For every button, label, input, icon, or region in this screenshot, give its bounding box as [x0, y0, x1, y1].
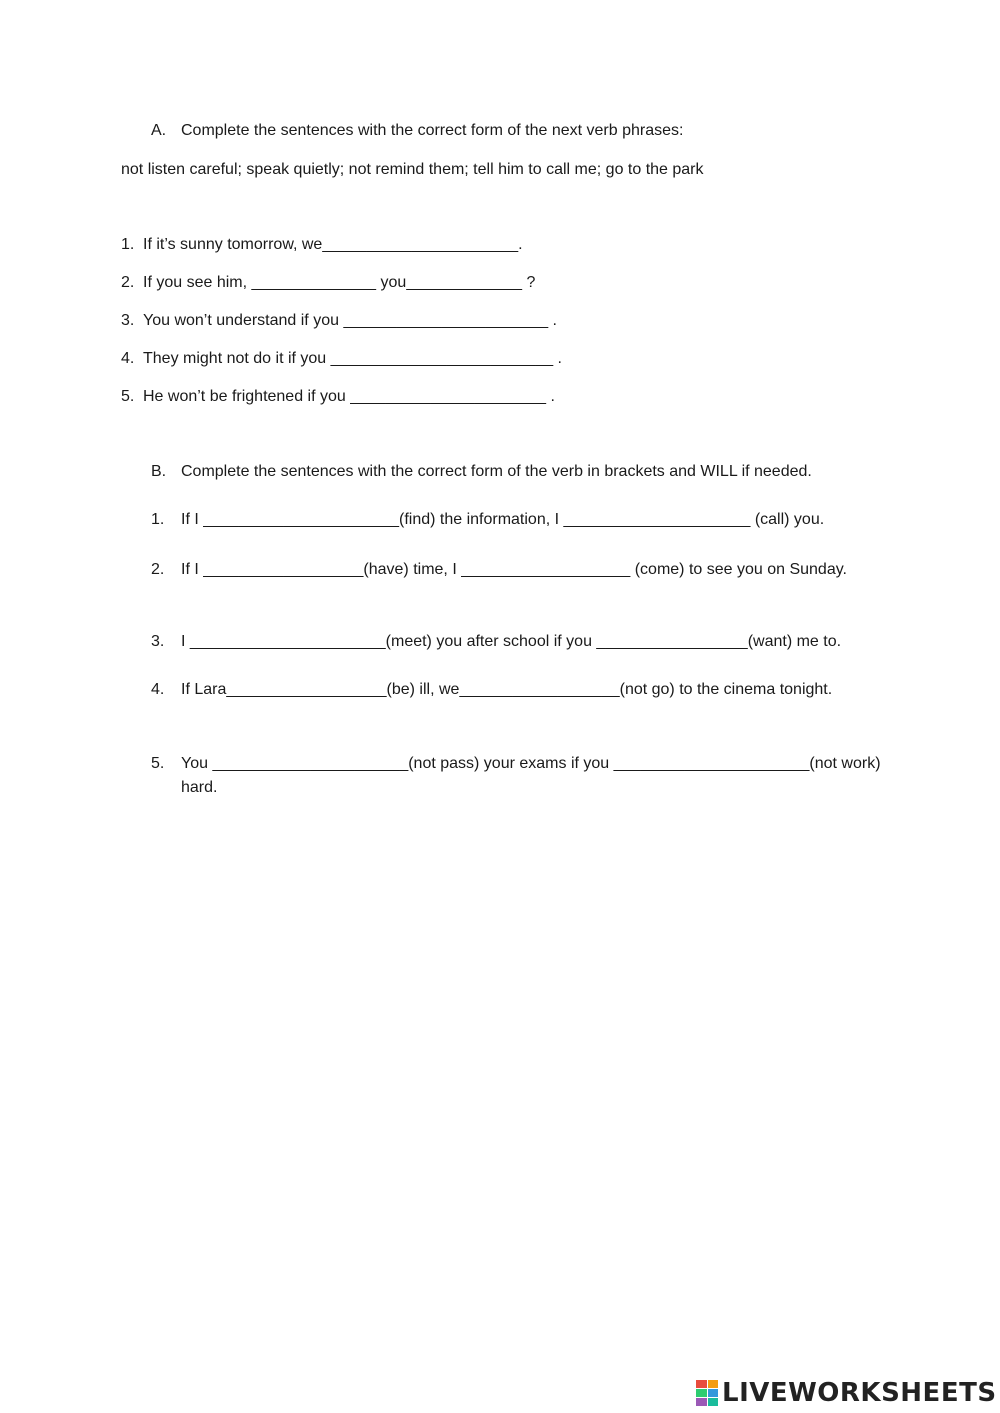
item-number: 4.: [121, 350, 135, 367]
section-b-marker: B.: [151, 463, 167, 480]
liveworksheets-logo: [696, 1378, 997, 1408]
item-text: You ______________________(not pass) your exams if you ______________________(not work) hard.: [181, 755, 881, 796]
section-b-instruction: Complete the sentences with the correct form of the verb in brackets and WILL if needed.: [181, 463, 812, 480]
item-text: You won’t understand if you _______________________ .: [143, 312, 557, 329]
item-text: They might not do it if you _________________________ .: [143, 350, 562, 367]
item-text: If it’s sunny tomorrow, we______________________.: [143, 236, 523, 253]
item-number: 3.: [121, 312, 135, 329]
section-a-phrases: not listen careful; speak quietly; not remind them; tell him to call me; go to the park: [121, 161, 704, 178]
item-number: 4.: [151, 681, 165, 698]
item-text: If I ______________________(find) the information, I _____________________ (call) you.: [181, 511, 825, 528]
section-a-marker: A.: [151, 122, 167, 139]
logo-text: LIVEWORKSHEETS: [722, 1378, 997, 1408]
item-text: If Lara__________________(be) ill, we__________________(not go) to the cinema tonight.: [181, 681, 833, 698]
item-number: 2.: [121, 274, 135, 291]
item-number: 5.: [121, 388, 135, 405]
item-number: 3.: [151, 633, 165, 650]
item-text: He won’t be frightened if you ______________________ .: [143, 388, 555, 405]
section-a-instruction: Complete the sentences with the correct form of the next verb phrases:: [181, 122, 684, 139]
item-number: 1.: [151, 511, 165, 528]
liveworksheets-logo-icon: [696, 1380, 718, 1406]
item-number: 1.: [121, 236, 135, 253]
item-text: If I __________________(have) time, I ___________________ (come) to see you on Sunday.: [181, 561, 847, 578]
item-text: I ______________________(meet) you after school if you _________________(want) me to.: [181, 633, 842, 650]
item-text: If you see him, ______________ you_____________ ?: [143, 274, 536, 291]
item-number: 2.: [151, 561, 165, 578]
item-number: 5.: [151, 755, 165, 772]
